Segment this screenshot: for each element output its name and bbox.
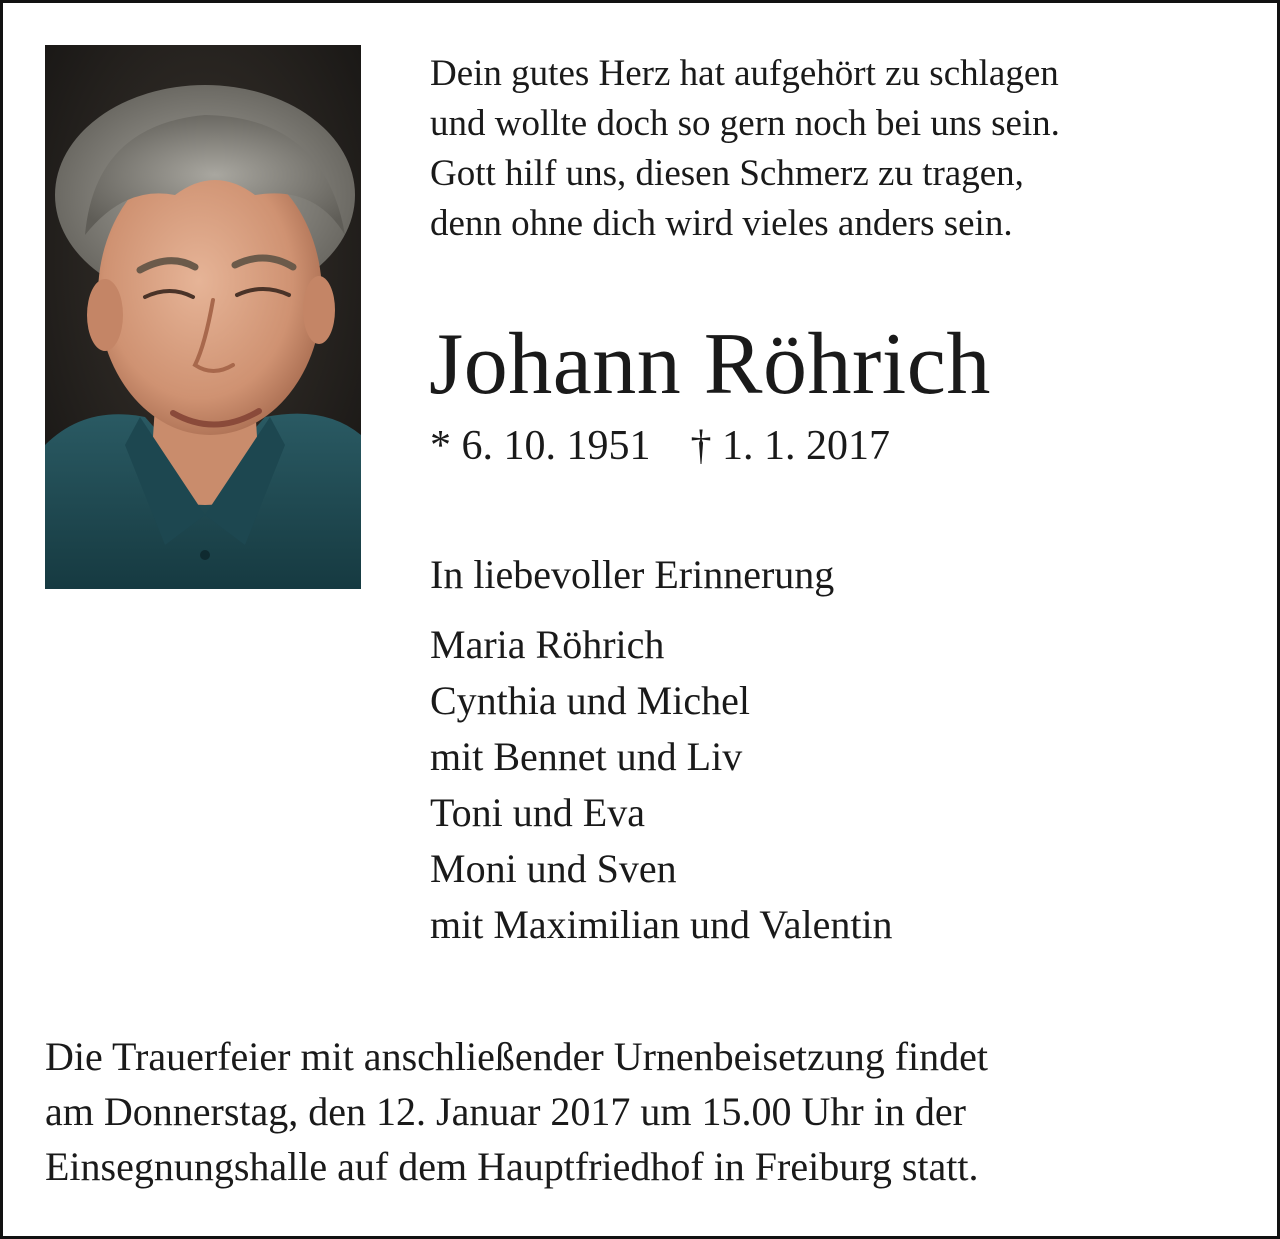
poem-line: Gott hilf uns, diesen Schmerz zu tragen, <box>430 153 1024 194</box>
portrait-photo <box>45 45 361 589</box>
service-notice <box>45 1029 988 1194</box>
mourners-list <box>430 617 893 953</box>
poem-verse <box>430 49 1060 249</box>
birth-date: * 6. 10. 1951 <box>430 423 651 469</box>
death-date: † 1. 1. 2017 <box>690 423 890 469</box>
notice-line: Die Trauerfeier mit anschließender Urnenbeisetzung findet <box>45 1034 989 1079</box>
life-dates <box>430 418 890 474</box>
poem-line: Dein gutes Herz hat aufgehört zu schlagen <box>430 53 1059 94</box>
memory-line: In liebevoller Erinnerung <box>430 552 835 597</box>
mourner-line: Moni und Sven <box>430 846 677 891</box>
mourner-line: Cynthia und Michel <box>430 678 750 723</box>
notice-line: Einsegnungshalle auf dem Hauptfriedhof in Freiburg statt. <box>45 1144 979 1189</box>
notice-line: am Donnerstag, den 12. Januar 2017 um 15.00 Uhr in der <box>45 1089 966 1134</box>
mourner-line: mit Maximilian und Valentin <box>430 902 893 947</box>
mourner-line: Toni und Eva <box>430 790 645 835</box>
mourner-line: Maria Röhrich <box>430 622 665 667</box>
mourner-line: mit Bennet und Liv <box>430 734 743 779</box>
poem-line: denn ohne dich wird vieles anders sein. <box>430 203 1013 244</box>
deceased-name: Johann Röhrich <box>429 316 991 413</box>
poem-line: und wollte doch so gern noch bei uns sein. <box>430 103 1060 144</box>
